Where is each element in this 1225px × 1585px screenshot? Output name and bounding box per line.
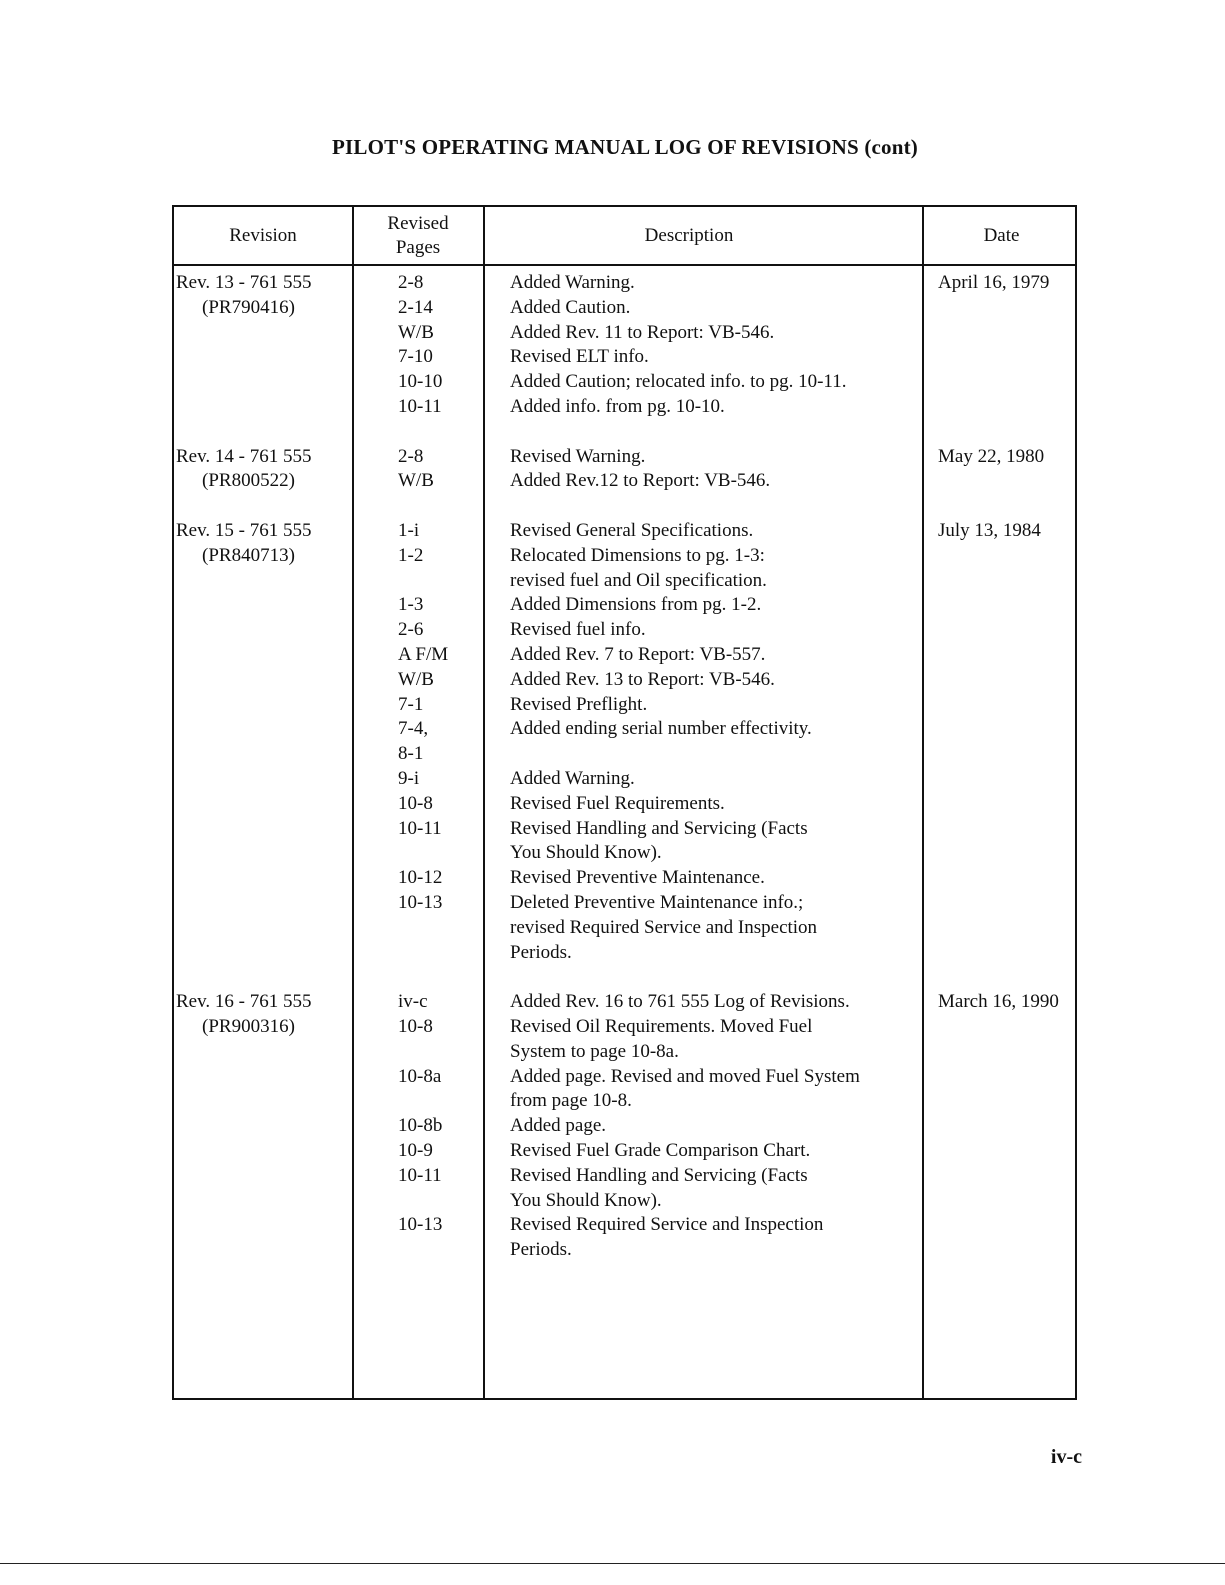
revised-page: A F/M bbox=[398, 644, 449, 665]
revised-page: 1-2 bbox=[398, 544, 424, 566]
description-line: You Should Know). bbox=[510, 842, 662, 864]
header-description: Description bbox=[644, 224, 734, 246]
revision-date: July 13, 1984 bbox=[938, 520, 1041, 541]
description-line: Revised Fuel Requirements. bbox=[510, 792, 725, 814]
revision-pr-code: (PR790416) bbox=[202, 296, 295, 318]
revision-number: Rev. 14 - 761 555 bbox=[176, 445, 312, 467]
column-divider bbox=[922, 207, 924, 1398]
description-line: Added info. from pg. 10-10. bbox=[510, 396, 725, 417]
revision-number: Rev. 13 - 761 555 bbox=[176, 272, 312, 293]
revision-date: May 22, 1980 bbox=[938, 445, 1045, 467]
revised-page: W/B bbox=[398, 668, 434, 690]
description-line: Deleted Preventive Maintenance info.; bbox=[510, 892, 804, 913]
description-line: Revised Fuel Grade Comparison Chart. bbox=[510, 1140, 811, 1161]
revised-page: 10-11 bbox=[398, 1164, 442, 1186]
revised-page: 10-13 bbox=[398, 892, 443, 913]
revised-page: 10-11 bbox=[398, 396, 442, 417]
description-line: Relocated Dimensions to pg. 1-3: bbox=[510, 544, 765, 566]
revised-page: 9-i bbox=[398, 768, 420, 789]
revision-cell bbox=[176, 519, 311, 569]
column-divider bbox=[483, 207, 485, 1398]
revision-pr-code: (PR900316) bbox=[202, 1015, 295, 1037]
revised-page: 7-1 bbox=[398, 693, 424, 715]
description-line: Added Caution. bbox=[510, 296, 631, 318]
description-line: Periods. bbox=[510, 941, 572, 963]
column-divider bbox=[352, 207, 354, 1398]
revised-page: W/B bbox=[398, 470, 434, 492]
revision-cell bbox=[176, 271, 311, 321]
description-line: revised Required Service and Inspection bbox=[510, 916, 818, 938]
description-line: revised fuel and Oil specification. bbox=[510, 569, 767, 591]
revised-page: 7-10 bbox=[398, 346, 433, 368]
description-line: Added page. bbox=[510, 1115, 607, 1137]
revised-page: 2-8 bbox=[398, 445, 424, 467]
header-date: Date bbox=[983, 224, 1020, 246]
revised-page: 10-8 bbox=[398, 792, 433, 814]
description-line: Added ending serial number effectivity. bbox=[510, 718, 812, 740]
header-divider bbox=[174, 264, 1075, 266]
revised-page: 10-8b bbox=[398, 1115, 443, 1137]
revision-date: March 16, 1990 bbox=[938, 991, 1059, 1013]
description-line: Revised Preventive Maintenance. bbox=[510, 867, 765, 889]
description-line: Revised Preflight. bbox=[510, 693, 648, 715]
description-line: Added Warning. bbox=[510, 768, 635, 789]
description-line: Revised Required Service and Inspection bbox=[510, 1214, 824, 1236]
revised-page: 2-8 bbox=[398, 272, 424, 293]
description-line: Revised General Specifications. bbox=[510, 520, 754, 541]
description-line: Revised fuel info. bbox=[510, 619, 646, 641]
description-line: Added Rev. 13 to Report: VB-546. bbox=[510, 668, 775, 690]
revision-number: Rev. 15 - 761 555 bbox=[176, 520, 312, 541]
description-line: from page 10-8. bbox=[510, 1090, 632, 1112]
revision-number: Rev. 16 - 761 555 bbox=[176, 991, 312, 1013]
description-line: Periods. bbox=[510, 1239, 572, 1261]
revised-page: 10-8 bbox=[398, 1016, 433, 1037]
description-line: You Should Know). bbox=[510, 1189, 662, 1211]
revised-page: 1-i bbox=[398, 520, 420, 541]
revised-page: 7-4, bbox=[398, 718, 429, 740]
page-title: PILOT'S OPERATING MANUAL LOG OF REVISIONS (cont) bbox=[332, 135, 918, 159]
revised-page: 10-11 bbox=[398, 817, 442, 839]
revised-page: 10-9 bbox=[398, 1140, 433, 1161]
revision-cell bbox=[176, 990, 311, 1040]
description-line: Revised Handling and Servicing (Facts bbox=[510, 1164, 808, 1186]
bottom-rule bbox=[0, 1563, 1225, 1564]
description-line: Added Rev.12 to Report: VB-546. bbox=[510, 470, 771, 492]
revised-page: 10-12 bbox=[398, 867, 443, 889]
revision-date: April 16, 1979 bbox=[938, 272, 1050, 293]
description-line: Added Rev. 11 to Report: VB-546. bbox=[510, 321, 775, 343]
description-line: Added Dimensions from pg. 1-2. bbox=[510, 594, 762, 616]
revised-page: 10-13 bbox=[398, 1214, 443, 1236]
revised-page: iv-c bbox=[398, 991, 428, 1013]
description-line: Added Rev. 16 to 761 555 Log of Revisions. bbox=[510, 991, 850, 1013]
revisions-table bbox=[172, 205, 1077, 1400]
description-line: Revised Oil Requirements. Moved Fuel bbox=[510, 1016, 813, 1037]
revised-page: 2-6 bbox=[398, 619, 424, 641]
revised-page: 8-1 bbox=[398, 743, 424, 765]
page-number: iv-c bbox=[1050, 1446, 1082, 1468]
revision-pr-code: (PR840713) bbox=[202, 544, 295, 566]
revised-page: 1-3 bbox=[398, 594, 424, 616]
revised-page: 2-14 bbox=[398, 296, 433, 318]
revision-pr-code: (PR800522) bbox=[202, 470, 295, 492]
description-line: System to page 10-8a. bbox=[510, 1040, 679, 1062]
description-line: Added Caution; relocated info. to pg. 10-11. bbox=[510, 371, 847, 393]
description-line: Added page. Revised and moved Fuel System bbox=[510, 1065, 860, 1087]
description-line: Revised ELT info. bbox=[510, 346, 649, 368]
revised-page: 10-8a bbox=[398, 1065, 442, 1087]
revised-page: 10-10 bbox=[398, 371, 443, 393]
description-line: Added Warning. bbox=[510, 272, 635, 293]
header-revised-pages: Revised Pages bbox=[387, 212, 449, 258]
revised-page: W/B bbox=[398, 321, 434, 343]
description-line: Added Rev. 7 to Report: VB-557. bbox=[510, 644, 766, 665]
revision-cell bbox=[176, 445, 311, 495]
description-line: Revised Warning. bbox=[510, 445, 646, 467]
header-revision: Revision bbox=[229, 224, 297, 246]
description-line: Revised Handling and Servicing (Facts bbox=[510, 817, 808, 839]
